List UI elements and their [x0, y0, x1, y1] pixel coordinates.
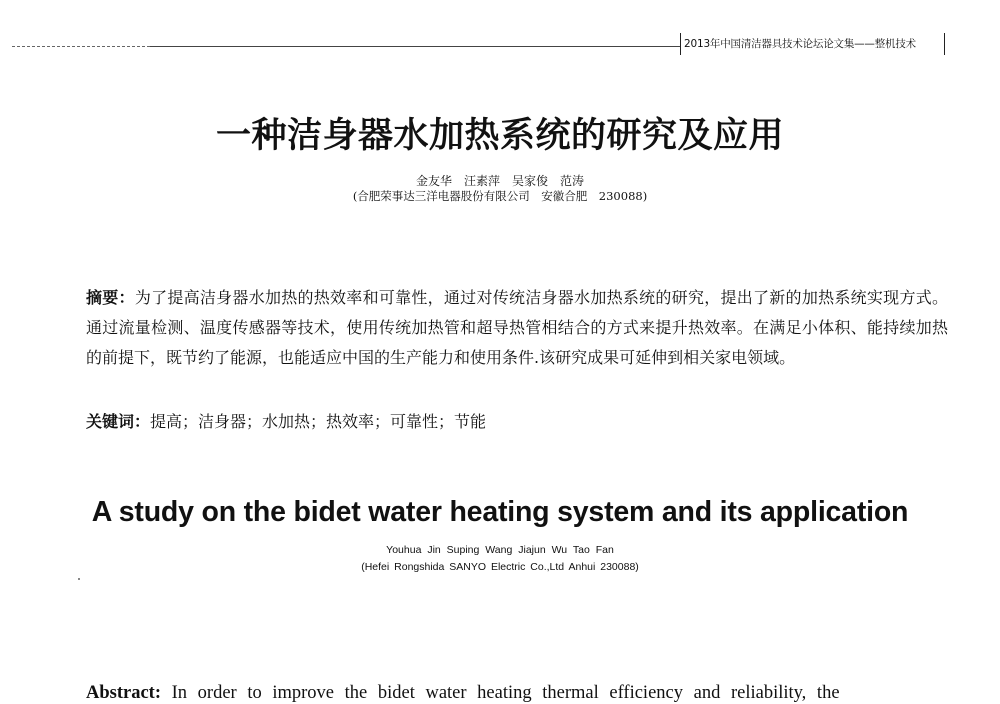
header-rule — [150, 46, 680, 47]
paper-title-en: A study on the bidet water heating system and its application — [91, 496, 909, 528]
scan-speck — [78, 578, 80, 580]
keywords-label-cn: 关键词： — [86, 412, 151, 431]
authors-en: Youhua Jin Suping Wang Jiajun Wu Tao Fan — [386, 544, 614, 556]
abstract-label-en: Abstract: — [86, 683, 162, 703]
authors-cn: 金友华 汪素萍 吴家俊 范涛 — [415, 174, 584, 188]
paper-title-cn: 一种洁身器水加热系统的研究及应用 — [215, 115, 784, 156]
header-separator-right — [944, 33, 945, 55]
abstract-label-cn: 摘要： — [86, 288, 135, 307]
keywords-text-cn: 提高；洁身器；水加热；热效率；可靠性；节能 — [150, 412, 487, 431]
abstract-en — [86, 683, 948, 704]
running-head: 2013年中国清洁器具技术论坛论文集——整机技术 — [684, 38, 916, 50]
affiliation-cn: (合肥荣事达三洋电器股份有限公司 安徽合肥 230088) — [352, 189, 648, 203]
abstract-text-cn: 为了提高洁身器水加热的热效率和可靠性，通过对传统洁身器水加热系统的研究，提出了新的加热系统实现方式。通过流量检测、温度传感器等技术，使用传统加热管和超导热管相结合的方式来提升热效率。在满足小体积、能持续加热的前提下，既节约了能源，也能适应中国的生产能力和使用条件.该研究成果可延伸到相关家电领域。 — [86, 288, 948, 367]
keywords-cn — [86, 407, 948, 437]
affiliation-en: (Hefei Rongshida SANYO Electric Co.,Ltd Anhui 230088) — [361, 561, 639, 573]
abstract-cn — [86, 283, 948, 373]
abstract-text-en: In order to improve the bidet water heating thermal efficiency and reliability, the — [171, 683, 840, 703]
header-separator-left — [680, 33, 681, 55]
